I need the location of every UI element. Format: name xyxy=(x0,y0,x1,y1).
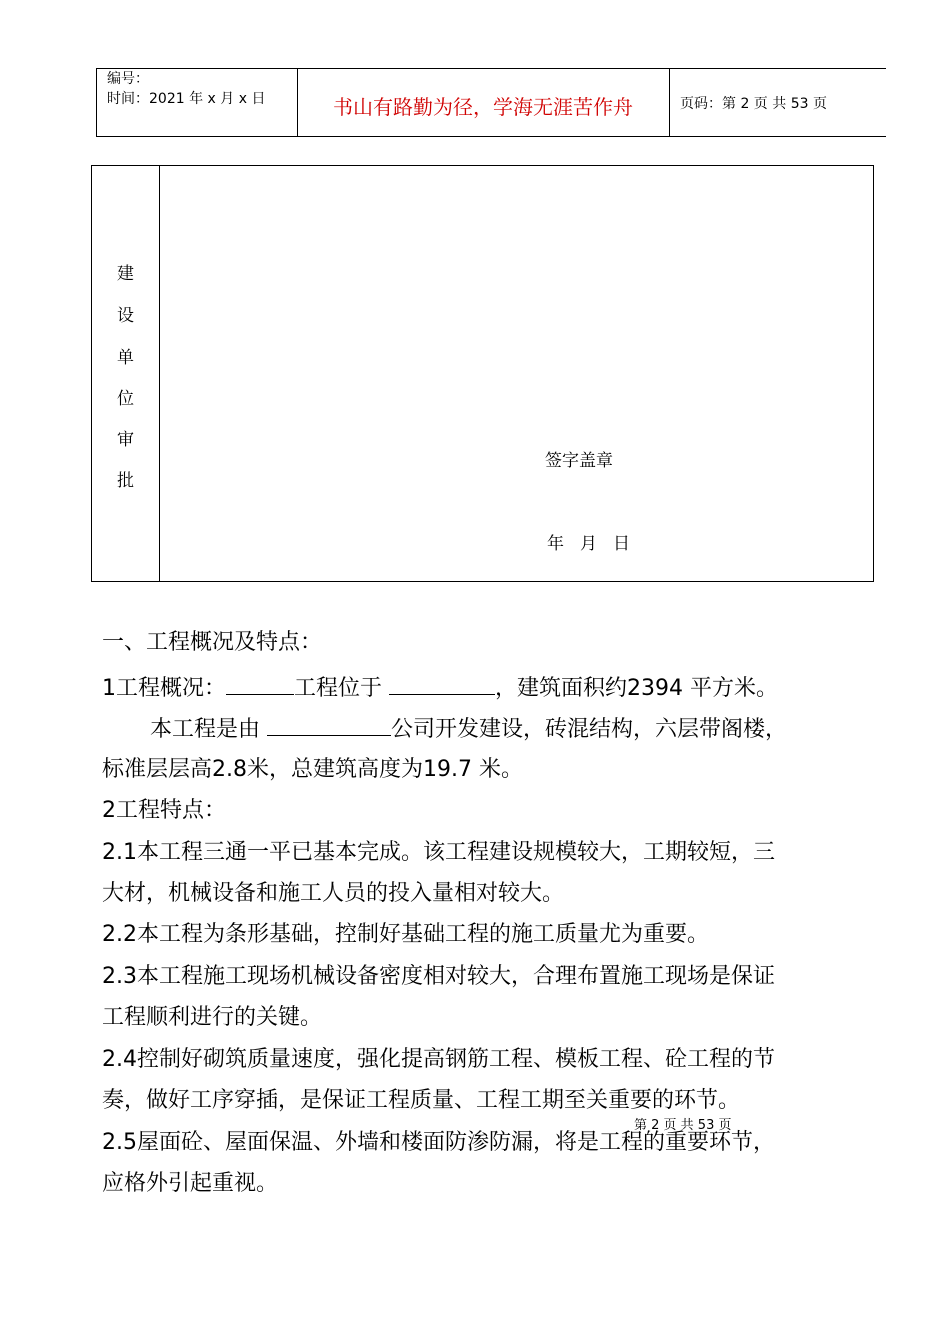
date-month: 月 xyxy=(580,534,599,554)
label-char: 建 xyxy=(117,264,134,284)
header-page-cell xyxy=(670,69,886,136)
label-char: 审 xyxy=(117,430,134,450)
p24-line2: 奏，做好工序穿插，是保证工程质量、工程工期至关重要的环节。 xyxy=(102,1088,741,1113)
item1-line2 xyxy=(150,713,787,745)
item1-location-text: 工程位于 xyxy=(294,676,389,701)
item1-developer-text: 本工程是由 xyxy=(150,717,267,742)
approval-box xyxy=(91,165,874,582)
p25-line2: 应格外引起重视。 xyxy=(102,1171,279,1196)
motto-text: 书山有路勤为径，学海无涯苦作舟 xyxy=(333,95,633,119)
blank-developer xyxy=(267,713,391,736)
blank-project-name xyxy=(226,672,294,695)
blank-location xyxy=(389,672,495,695)
time-label: 时间：2021 年 x 月 x 日 xyxy=(107,91,266,107)
code-label: 编号： xyxy=(107,71,149,87)
date-year: 年 xyxy=(547,534,566,554)
p21-line2: 大材，机械设备和施工人员的投入量相对较大。 xyxy=(102,881,565,906)
label-char: 单 xyxy=(117,348,134,368)
item1-line3: 标准层层高2.8米，总建筑高度为19.7 米。 xyxy=(102,757,523,782)
label-char: 位 xyxy=(117,389,134,409)
p24-line1: 2.4控制好砌筑质量速度，强化提高钢筋工程、模板工程、砼工程的节 xyxy=(102,1047,775,1072)
document-header xyxy=(96,68,886,137)
sign-stamp-label: 签字盖章 xyxy=(545,451,613,471)
item1-line1 xyxy=(102,672,778,704)
p22: 2.2本工程为条形基础，控制好基础工程的施工质量尤为重要。 xyxy=(102,922,709,947)
p23-line1: 2.3本工程施工现场机械设备密度相对较大，合理布置施工现场是保证 xyxy=(102,964,775,989)
item1-area-text: ，建筑面积约2394 平方米。 xyxy=(495,676,778,701)
item1-label: 1工程概况： xyxy=(102,676,226,701)
date-day: 日 xyxy=(613,534,632,554)
date-line xyxy=(547,529,646,554)
section-title: 一、工程概况及特点： xyxy=(102,630,323,655)
p23-line2: 工程顺利进行的关键。 xyxy=(102,1005,323,1030)
label-char: 设 xyxy=(117,306,134,326)
approval-label-column xyxy=(92,166,160,581)
page-footer: 第 2 页 共 53 页 xyxy=(634,1118,732,1133)
header-motto-cell xyxy=(297,69,670,136)
item2-title: 2工程特点： xyxy=(102,798,226,823)
label-char: 批 xyxy=(117,471,134,491)
p25-line1: 2.5屋面砼、屋面保温、外墙和楼面防渗防漏，将是工程的重要环节， xyxy=(102,1130,775,1155)
item1-structure-text: 公司开发建设，砖混结构，六层带阁楼， xyxy=(391,717,788,742)
p21-line1: 2.1本工程三通一平已基本完成。该工程建设规模较大，工期较短，三 xyxy=(102,840,775,865)
header-left-cell xyxy=(96,69,298,136)
page-info: 页码：第 2 页 共 53 页 xyxy=(680,96,827,112)
